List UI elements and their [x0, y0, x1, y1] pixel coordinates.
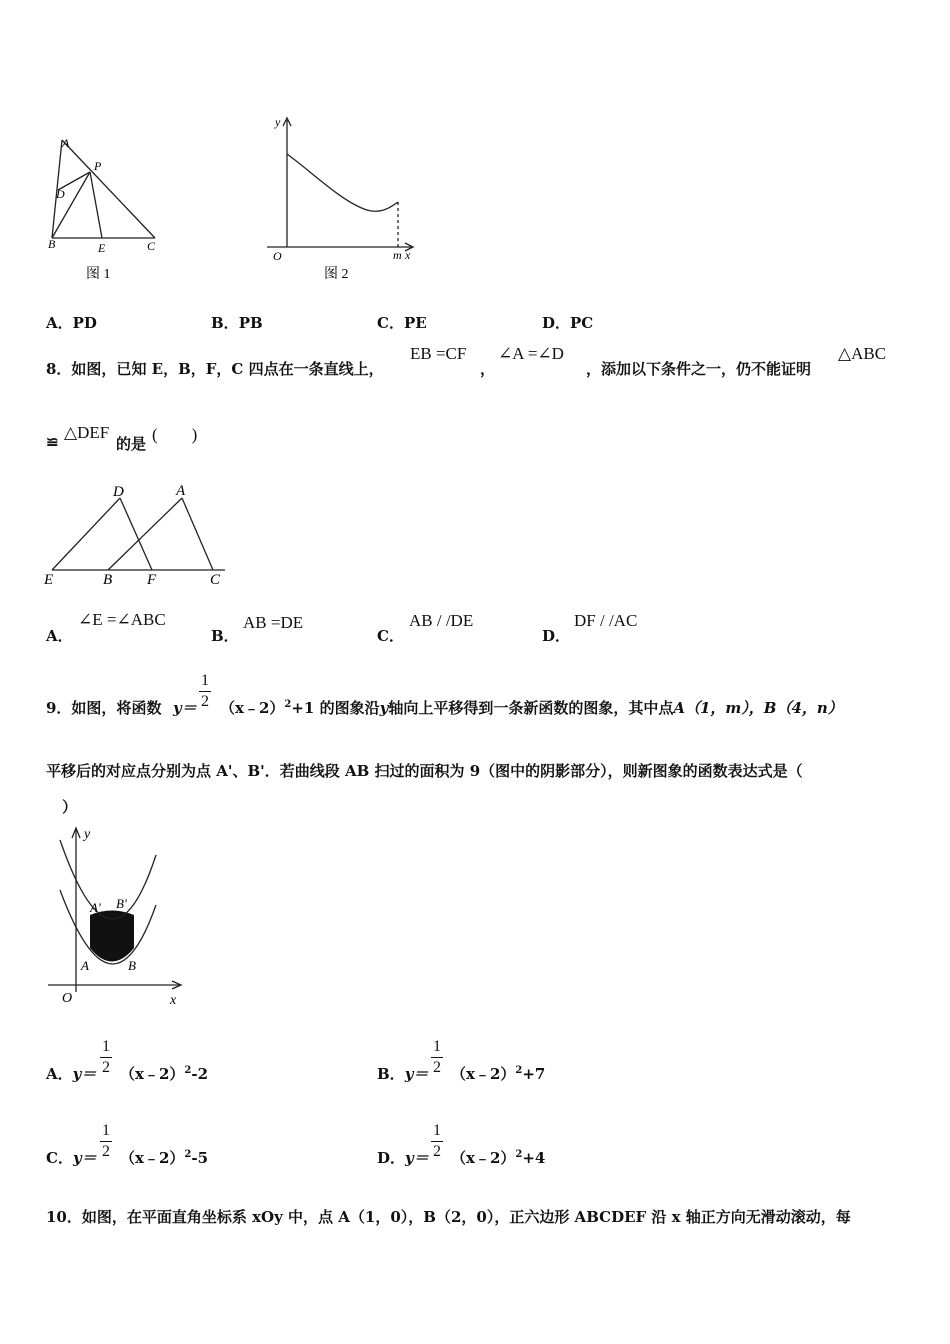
q9-option-d: D．y＝ [377, 1149, 429, 1167]
q7-option-c: C．PE [377, 314, 427, 332]
q7-option-a: A．PD [46, 314, 97, 332]
q9-fig-label-y: y [84, 827, 91, 842]
fig2-label-o: O [273, 249, 282, 263]
q9-option-d-fraction: 1 2 [433, 1122, 441, 1160]
fig2-label-m: m [393, 248, 402, 262]
q9-option-c: C．y＝ [46, 1149, 97, 1167]
q9-option-b: B．y＝ [377, 1065, 429, 1083]
q9-option-a-expr: （x﹣2）$^2$-2 [120, 1065, 209, 1083]
q9-option-b-expr: （x﹣2）$^2$+7 [451, 1065, 546, 1083]
q8-cond-eb-cf: EB =CF [410, 344, 467, 363]
q8-stem-part1: 8．如图，已知 E，B，F，C 四点在一条直线上， [46, 360, 384, 378]
q9-option-a-fraction: 1 2 [102, 1038, 110, 1076]
q8-option-a-letter: A． [46, 627, 73, 645]
q9-fig-label-a-prime: A' [90, 900, 101, 915]
fig1-caption: 图 1 [86, 267, 111, 282]
q8-fig-label-a: A [176, 483, 186, 499]
q9-figure [40, 820, 190, 1015]
figure-1 [40, 130, 180, 290]
fig1-label-b: B [48, 237, 56, 251]
q8-triangle-abc: △ABC [838, 344, 887, 363]
q8-option-d-letter: D． [542, 627, 571, 645]
q7-option-b: B．PB [211, 314, 263, 332]
q8-stem-part2: ，添加以下条件之一，仍不能证明 [586, 360, 812, 378]
q8-answer-paren: ( ) [152, 425, 198, 444]
q9-option-d-expr: （x﹣2）$^2$+4 [451, 1149, 546, 1167]
q8-comma: ， [480, 360, 496, 378]
q9-option-a: A．y＝ [46, 1065, 97, 1083]
fig2-label-x: x [405, 248, 411, 262]
q8-cond-angle: ∠A =∠D [498, 344, 564, 363]
q8-fig-label-f: F [147, 572, 157, 588]
fig1-label-a: A [62, 136, 70, 150]
q9-option-c-expr: （x﹣2）$^2$-5 [120, 1149, 209, 1167]
q8-option-b-text: AB =DE [243, 613, 304, 632]
q8-option-d-text: DF / /AC [574, 611, 638, 630]
q8-fig-label-d: D [113, 484, 124, 500]
q8-fig-label-b: B [103, 572, 113, 588]
q8-option-b-letter: B． [211, 627, 239, 645]
fig1-label-e: E [98, 241, 106, 255]
q9-option-b-fraction: 1 2 [433, 1038, 441, 1076]
q9-fraction: 1 2 [201, 672, 209, 710]
q8-triangle-def: △DEF [64, 423, 110, 442]
q8-option-c-letter: C． [377, 627, 404, 645]
q9-expression: （x﹣2）$^2$+1 的图象沿y轴向上平移得到一条新函数的图象，其中点A（1，m），B（4，n） [220, 699, 843, 717]
q9-y-equals: y＝ [173, 699, 197, 717]
figure-2 [262, 112, 432, 287]
q9-stem-prefix: 9．如图，将函数 [46, 699, 162, 717]
q9-fig-label-o: O [62, 991, 73, 1006]
q9-fig-label-x: x [170, 993, 177, 1008]
q9-fig-label-a: A [81, 958, 89, 973]
q9-fig-label-b-prime: B' [116, 896, 127, 911]
q7-option-d: D．PC [542, 314, 594, 332]
q10-stem: 10．如图，在平面直角坐标系 xOy 中，点 A（1，0），B（2，0），正六边形 ABCDEF 沿 x 轴正方向无滑动滚动，每 [46, 1208, 851, 1226]
q8-figure [40, 480, 240, 590]
q8-congruent-symbol: ≌ [46, 433, 59, 451]
q9-stem-line2: 平移后的对应点分别为点 A'、B'．若曲线段 AB 扫过的面积为 9（图中的阴影部分），则新图象的函数表达式是（ [46, 762, 803, 780]
q8-fig-label-e: E [44, 572, 54, 588]
q9-fig-label-b: B [128, 958, 136, 973]
fig1-label-d: D [56, 187, 65, 201]
q8-fig-label-c: C [210, 572, 221, 588]
fig1-label-p: P [94, 159, 102, 173]
q8-stem-part3: 的是 [116, 435, 147, 453]
q8-option-c-text: AB / /DE [409, 611, 474, 630]
q9-option-c-fraction: 1 2 [102, 1122, 110, 1160]
q8-option-a-text: ∠E =∠ABC [78, 610, 166, 629]
fig1-label-c: C [147, 239, 156, 253]
fig2-caption: 图 2 [324, 267, 349, 282]
fig2-label-y: y [275, 115, 281, 129]
q9-stem-line3: ） [62, 798, 78, 816]
